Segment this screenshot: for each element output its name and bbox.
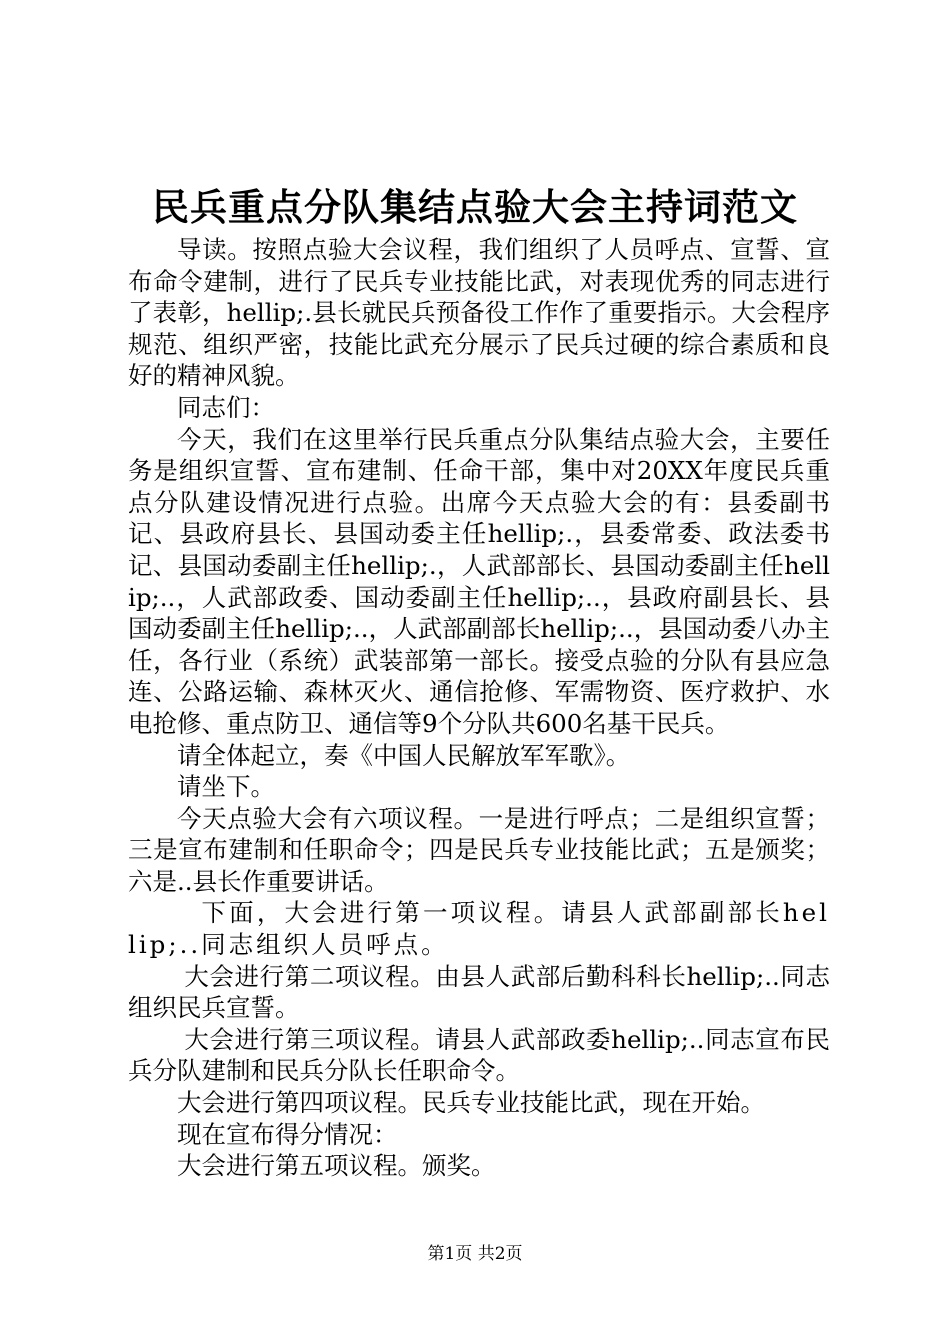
paragraph-scores: 现在宣布得分情况： <box>177 1119 398 1149</box>
document-body <box>128 234 830 1182</box>
paragraph-item-5: 大会进行第五项议程。颁奖。 <box>177 1151 496 1181</box>
paragraph-opening: 今天，我们在这里举行民兵重点分队集结点验大会，主要任务是组织宣誓、宣布建制、任命干部，集中对20XX年度民兵重点分队建设情况进行点验。出席今天点验大会的有：县委副书记、县政府县长、县国动委主任hellip;.，县委常委、政法委书记、县国动委副主任hellip;.，人武部部长、县国动委副主任hellip;..，人武部政委、国动委副主任hellip;..，县政府副县长、县国动委副主任hellip;..，人武部副部长hellip;..，县国动委八办主任，各行业（系统）武装部第一部长。接受点验的分队有县应急连、公路运输、森林灭火、通信抢修、军需物资、医疗救护、水电抢修、重点防卫、通信等9个分队共600名基干民兵。 <box>128 424 830 738</box>
paragraph-item-3: 大会进行第三项议程。请县人武部政委hellip;..同志宣布民兵分队建制和民兵分队长任职命令。 <box>128 1024 830 1086</box>
paragraph-anthem: 请全体起立，奏《中国人民解放军军歌》。 <box>177 740 631 770</box>
paragraph-item-1: 下面，大会进行第一项议程。请县人武部副部长hellip;..同志组织人员呼点。 <box>128 898 830 960</box>
paragraph-agenda: 今天点验大会有六项议程。一是进行呼点；二是组织宣誓；三是宣布建制和任职命令；四是民兵专业技能比武；五是颁奖；六是..县长作重要讲话。 <box>128 803 830 896</box>
page-title: 民兵重点分队集结点验大会主持词范文 <box>152 186 798 229</box>
paragraph-salutation: 同志们： <box>177 392 275 422</box>
paragraph-item-2: 大会进行第二项议程。由县人武部后勤科科长hellip;..同志组织民兵宣誓。 <box>128 961 830 1023</box>
paragraph-item-4: 大会进行第四项议程。民兵专业技能比武，现在开始。 <box>177 1088 765 1118</box>
paragraph-sit-down: 请坐下。 <box>177 772 275 802</box>
paragraph-intro: 导读。按照点验大会议程，我们组织了人员呼点、宣誓、宣布命令建制，进行了民兵专业技能比武，对表现优秀的同志进行了表彰，hellip;.县长就民兵预备役工作作了重要指示。大会程序规范、组织严密，技能比武充分展示了民兵过硬的综合素质和良好的精神风貌。 <box>128 235 830 391</box>
page-footer: 第1页 共2页 <box>427 1244 523 1264</box>
